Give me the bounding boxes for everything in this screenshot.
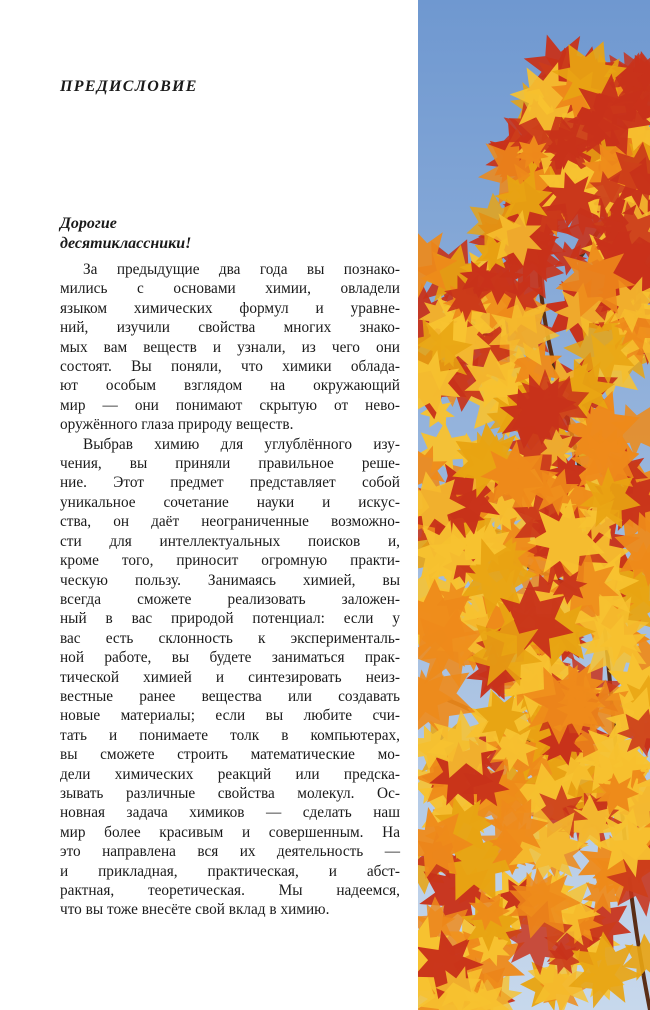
paragraph-1 [60, 260, 400, 435]
text-line: ный в вас природой потенциал: если у [60, 610, 400, 628]
autumn-leaves-illustration [418, 0, 650, 1010]
text-line: зывать различные свойства молекул. Ос- [60, 784, 400, 802]
text-line: чения, вы приняли правильное реше- [60, 455, 400, 473]
text-line: новная задача химиков — сделать наш [60, 804, 400, 822]
text-line: мых вам веществ и узнали, из чего они [60, 338, 400, 356]
text-line: ний, изучили свойства многих знако- [60, 319, 400, 337]
text-line: дели химических реакций или предска- [60, 765, 400, 783]
text-line: всегда сможете реализовать заложен- [60, 590, 400, 608]
text-line: мир более красивым и совершенным. На [60, 823, 400, 841]
text-line: языком химических формул и уравне- [60, 299, 400, 317]
text-line: мились с основами химии, овладели [60, 280, 400, 298]
text-line: ства, он даёт неограниченные возможно- [60, 513, 400, 531]
text-line: ют особым взглядом на окружающий [60, 377, 400, 395]
text-line: и прикладная, практическая, и абст- [60, 862, 400, 880]
text-line: кроме того, приносит огромную практи- [60, 552, 400, 570]
autumn-maple-photo [418, 0, 650, 1010]
greeting [60, 214, 191, 254]
text-line: вас есть склонность к эксперименталь- [60, 629, 400, 647]
text-line: что вы тоже внесёте свой вклад в химию. [60, 901, 330, 919]
text-line: уникальное сочетание науки и искус- [60, 493, 400, 511]
text-line: мир — они понимают скрытую от нево- [60, 396, 400, 414]
body-text [60, 260, 400, 920]
text-line: рактная, теоретическая. Мы надеемся, [60, 882, 400, 899]
text-line: Выбрав химию для углублённого изу- [83, 435, 400, 453]
text-line: оружённого глаза природу веществ. [60, 416, 294, 434]
text-line: новые материалы; если вы любите счи- [60, 707, 400, 725]
text-line: сти для интеллектуальных поисков и, [60, 532, 400, 550]
text-line: вы сможете строить математические мо- [60, 746, 400, 764]
text-line: вестные ранее вещества или создавать [60, 687, 400, 705]
text-line: За предыдущие два года вы познако- [83, 261, 400, 278]
text-line: это направлена вся их деятельность — [60, 843, 400, 861]
text-line: ной работе, вы будете заниматься прак- [60, 649, 400, 667]
text-line: ние. Этот предмет представляет собой [60, 474, 400, 492]
text-line: ческую пользу. Занимаясь химией, вы [60, 571, 400, 589]
text-line: состоят. Вы поняли, что химики облада- [60, 358, 400, 376]
text-line: тической химией и синтезировать неиз- [60, 668, 400, 686]
greeting-line: Дорогие [60, 215, 117, 232]
page-heading: ПРЕДИСЛОВИЕ [60, 78, 198, 95]
paragraph-2 [60, 435, 400, 920]
text-line: тать и понимаете толк в компьютерах, [60, 726, 400, 744]
greeting-line: десятиклассники! [60, 235, 192, 252]
